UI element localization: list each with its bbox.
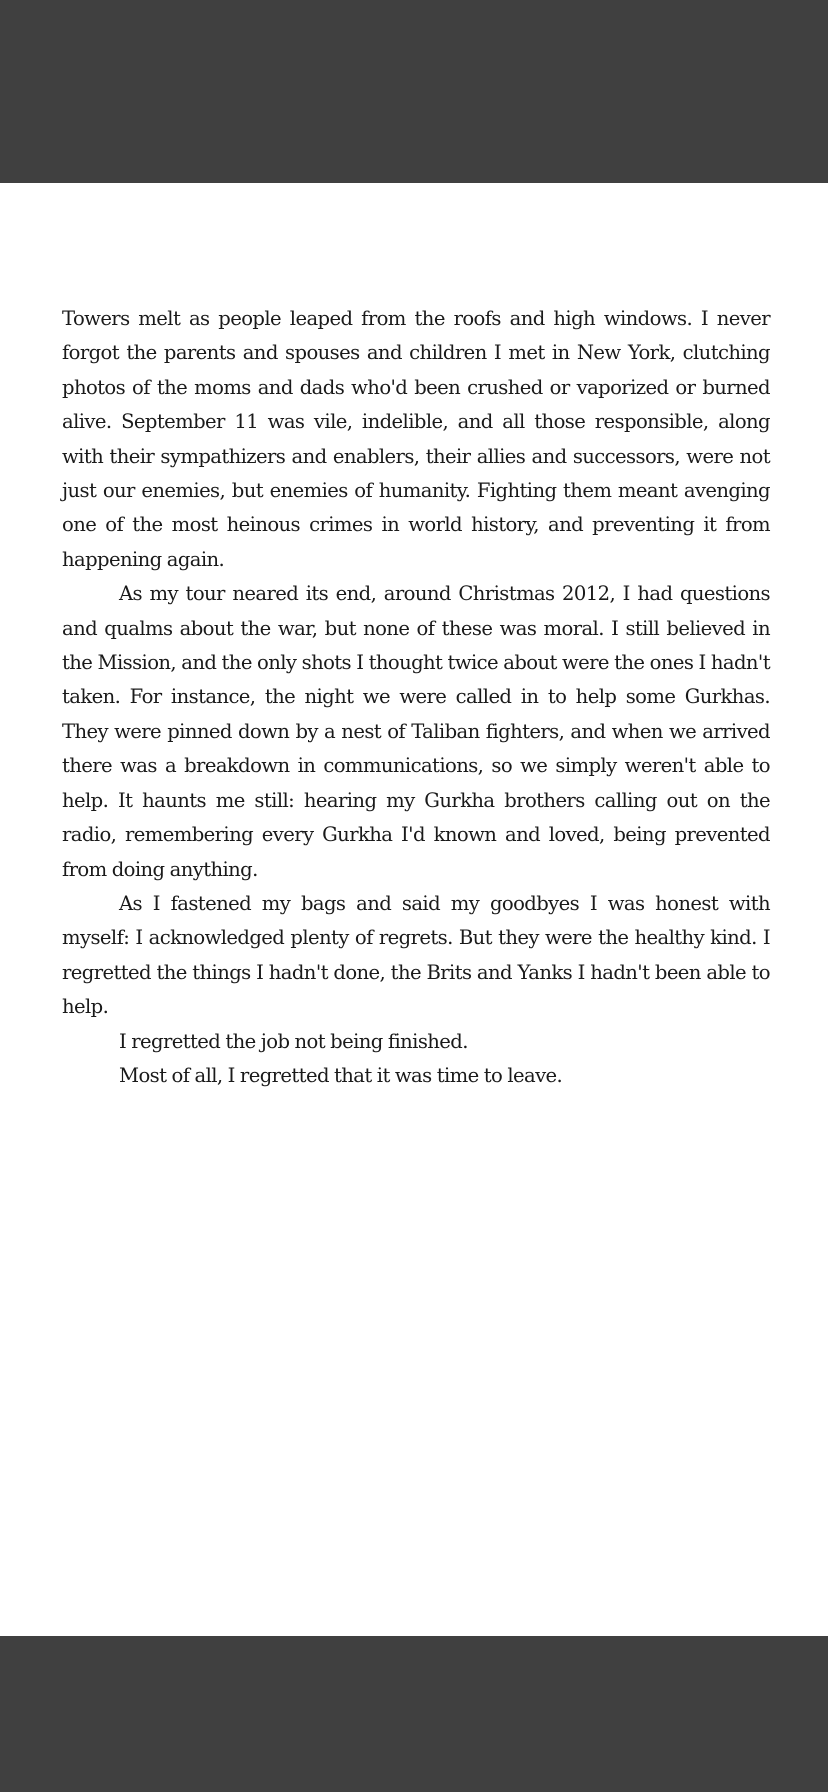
bottom-toolbar-area [0,1636,828,1792]
top-toolbar-area [0,0,828,183]
paragraph: I regretted the job not being finished. [119,1029,468,1053]
paragraph: As I fastened my bags and said my goodbyes I was honest with myself: I acknowledged plenty of regrets. But they were the healthy kind. I regretted the things I hadn't done, the Brits and Yanks I hadn't been able to help. [62,891,770,1019]
reader-page [0,183,828,1636]
paragraph: As my tour neared its end, around Christmas 2012, I had questions and qualms about the war, but none of these was moral. I still believed in the Mission, and the only shots I thought twice about were the ones I hadn't taken. For instance, the night we were called in to help some Gurkhas. They were pinned down by a nest of Taliban fighters, and when we arrived there was a breakdown in communications, so we simply weren't able to help. It haunts me still: hearing my Gurkha brothers calling out on the radio, remembering every Gurkha I'd known and loved, being prevented from doing anything. [62,582,770,881]
paragraph: Most of all, I regretted that it was time to leave. [119,1063,563,1087]
paragraph: Towers melt as people leaped from the roofs and high windows. I never forgot the parents and spouses and children I met in New York, clutching photos of the moms and dads who'd been crushed or vaporized or burned alive. September 11 was vile, indelible, and all those responsible, along with their sympathizers and enablers, their allies and successors, were not just our enemies, but enemies of humanity. Fighting them meant avenging one of the most heinous crimes in world history, and preventing it from happening again. [62,307,770,571]
book-text [62,302,770,1093]
